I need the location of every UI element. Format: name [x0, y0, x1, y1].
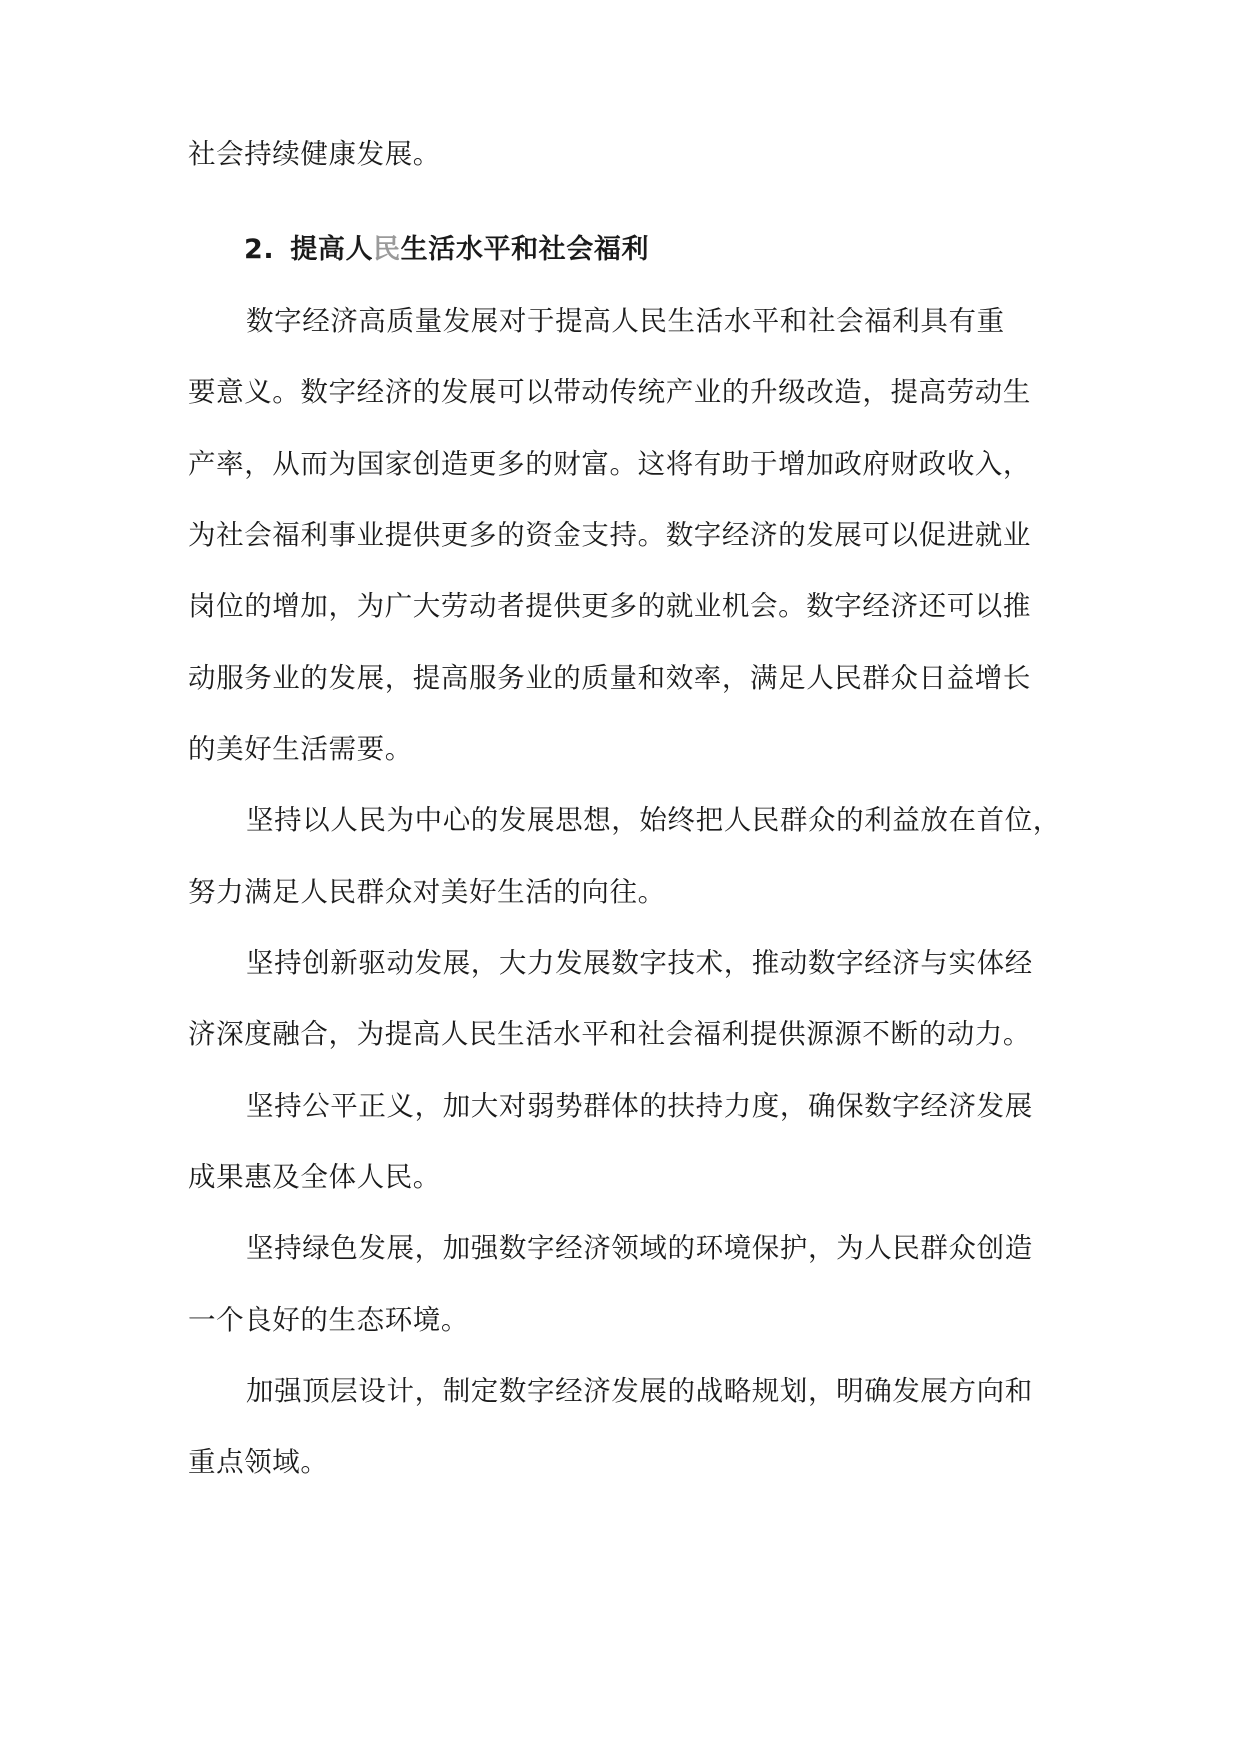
heading-number: 2. — [244, 234, 275, 265]
text-line: 社会持续健康发展。 — [188, 138, 441, 170]
text-line: 努力满足人民群众对美好生活的向往。 — [188, 876, 666, 908]
text-line: 岗位的增加，为广大劳动者提供更多的就业机会。数字经济还可以推 — [188, 590, 1031, 622]
text-line: 重点领域。 — [188, 1446, 329, 1478]
heading-text-part: 生活水平和社会福利 — [400, 234, 650, 265]
section-heading — [244, 232, 649, 268]
text-line: 济深度融合，为提高人民生活水平和社会福利提供源源不断的动力。 — [188, 1018, 1031, 1050]
text-line: 为社会福利事业提供更多的资金支持。数字经济的发展可以促进就业 — [188, 519, 1031, 551]
heading-text-part: 民 — [373, 234, 401, 265]
text-line: 产率，从而为国家创造更多的财富。这将有助于增加政府财政收入， — [188, 448, 1031, 480]
heading-text-part: 提高人 — [290, 234, 374, 265]
text-line: 的美好生活需要。 — [188, 733, 413, 765]
text-line: 动服务业的发展，提高服务业的质量和效率，满足人民群众日益增长 — [188, 662, 1031, 694]
text-line: 坚持公平正义，加大对弱势群体的扶持力度，确保数字经济发展 — [246, 1090, 1033, 1122]
text-line: 坚持创新驱动发展，大力发展数字技术，推动数字经济与实体经 — [246, 947, 1033, 979]
text-line: 一个良好的生态环境。 — [188, 1304, 469, 1336]
text-line: 数字经济高质量发展对于提高人民生活水平和社会福利具有重 — [246, 305, 1005, 337]
text-line: 成果惠及全体人民。 — [188, 1161, 441, 1193]
text-line: 要意义。数字经济的发展可以带动传统产业的升级改造，提高劳动生 — [188, 376, 1031, 408]
text-line: 坚持绿色发展，加强数字经济领域的环境保护，为人民群众创造 — [246, 1232, 1033, 1264]
text-line: 坚持以人民为中心的发展思想，始终把人民群众的利益放在首位， — [246, 804, 1061, 836]
text-line: 加强顶层设计，制定数字经济发展的战略规划，明确发展方向和 — [246, 1375, 1033, 1407]
